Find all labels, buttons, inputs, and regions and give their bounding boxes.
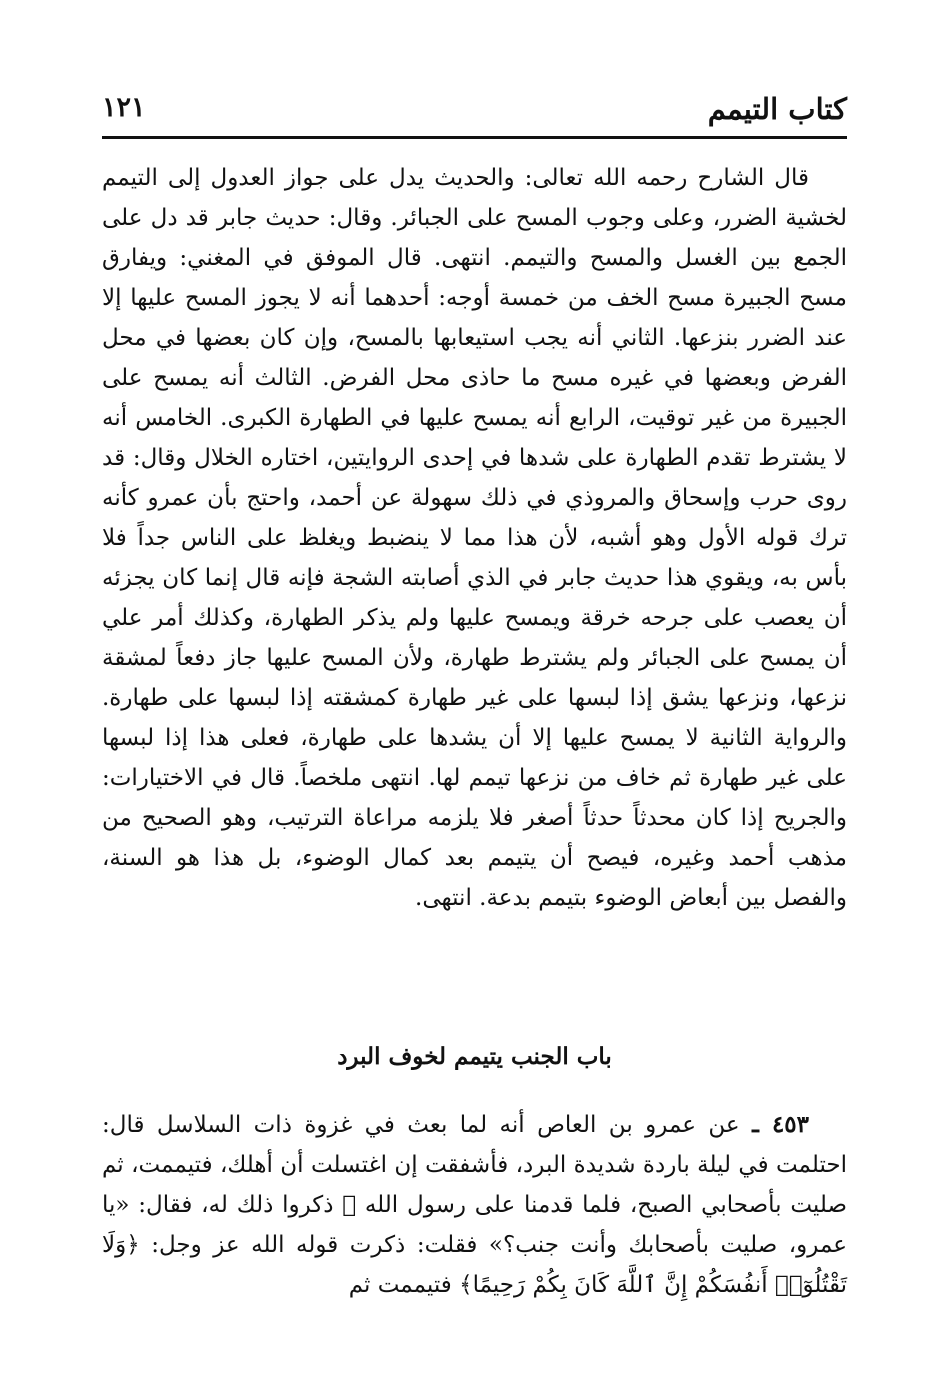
section-heading: باب الجنب يتيمم لخوف البرد	[337, 1043, 612, 1070]
header-rule	[102, 136, 847, 139]
chapter-title: كتاب التيمم	[707, 92, 847, 126]
hadith-text: عن عمرو بن العاص أنه لما بعث في غزوة ذات السلاسل قال: احتلمت في ليلة باردة شديدة البرد، فأشفقت إن اغتسلت أن أهلك، فتيممت، ثم صليت بأصحابي الصبح، فلما قدمنا على رسول الله ﷺ ذكروا ذلك له، فقال: «يا عمرو، صليت بأصحابك وأنت جنب؟» فقلت: ذكرت قوله الله عز وجل: ﴿وَلَا تَقْتُلُوٓا۟ أَنفُسَكُمْ إِنَّ ٱللَّهَ كَانَ بِكُمْ رَحِيمًا﴾ فتيممت ثم	[102, 1112, 847, 1298]
hadith-number: ٤٥٣ ـ	[752, 1111, 810, 1138]
hadith-paragraph	[102, 1105, 847, 1305]
running-header	[102, 86, 847, 134]
page-number: ١٢١	[102, 92, 146, 123]
commentary-paragraph: قال الشارح رحمه الله تعالى: والحديث يدل على جواز العدول إلى التيمم لخشية الضرر، وعلى وجوب المسح على الجبائر. وقال: حديث جابر قد دل على الجمع بين الغسل والمسح والتيمم. انتهى. قال الموفق في المغني: ويفارق مسح الجبيرة مسح الخف من خمسة أوجه: أحدهما أنه لا يجوز المسح عليها إلا عند الضرر بنزعها. الثاني أنه يجب استيعابها بالمسح، وإن كان بعضها في محل الفرض وبعضها في غيره مسح ما حاذى محل الفرض. الثالث أنه يمسح على الجبيرة من غير توقيت، الرابع أنه يمسح عليها في الطهارة الكبرى. الخامس أنه لا يشترط تقدم الطهارة على شدها في إحدى الروايتين، اختاره الخلال وقال: قد روى حرب وإسحاق والمروذي في ذلك سهولة عن أحمد، واحتج بأن عمرو كأنه ترك قوله الأول وهو أشبه، لأن هذا مما لا ينضبط ويغلظ على الناس جداً فلا بأس به، ويقوي هذا حديث جابر في الذي أصابته الشجة فإنه قال إنما كان يجزئه أن يعصب على جرحه خرقة ويمسح عليها ولم يذكر الطهارة، وكذلك أمر علي أن يمسح على الجبائر ولم يشترط طهارة، ولأن المسح عليها جاز دفعاً لمشقة نزعها، ونزعها يشق إذا لبسها على غير طهارة كمشقته إذا لبسها على طهارة. والرواية الثانية لا يمسح عليها إلا أن يشدها على طهارة، فعلى هذا إذا لبسها على غير طهارة ثم خاف من نزعها تيمم لها. انتهى ملخصاً. قال في الاختيارات: والجريح إذا كان محدثاً حدثاً أصغر فلا يلزمه مراعاة الترتيب، وهو الصحيح من مذهب أحمد وغيره، فيصح أن يتيمم بعد كمال الوضوء، بل هذا هو السنة، والفصل بين أبعاض الوضوء بتيمم بدعة. انتهى.	[102, 165, 847, 911]
